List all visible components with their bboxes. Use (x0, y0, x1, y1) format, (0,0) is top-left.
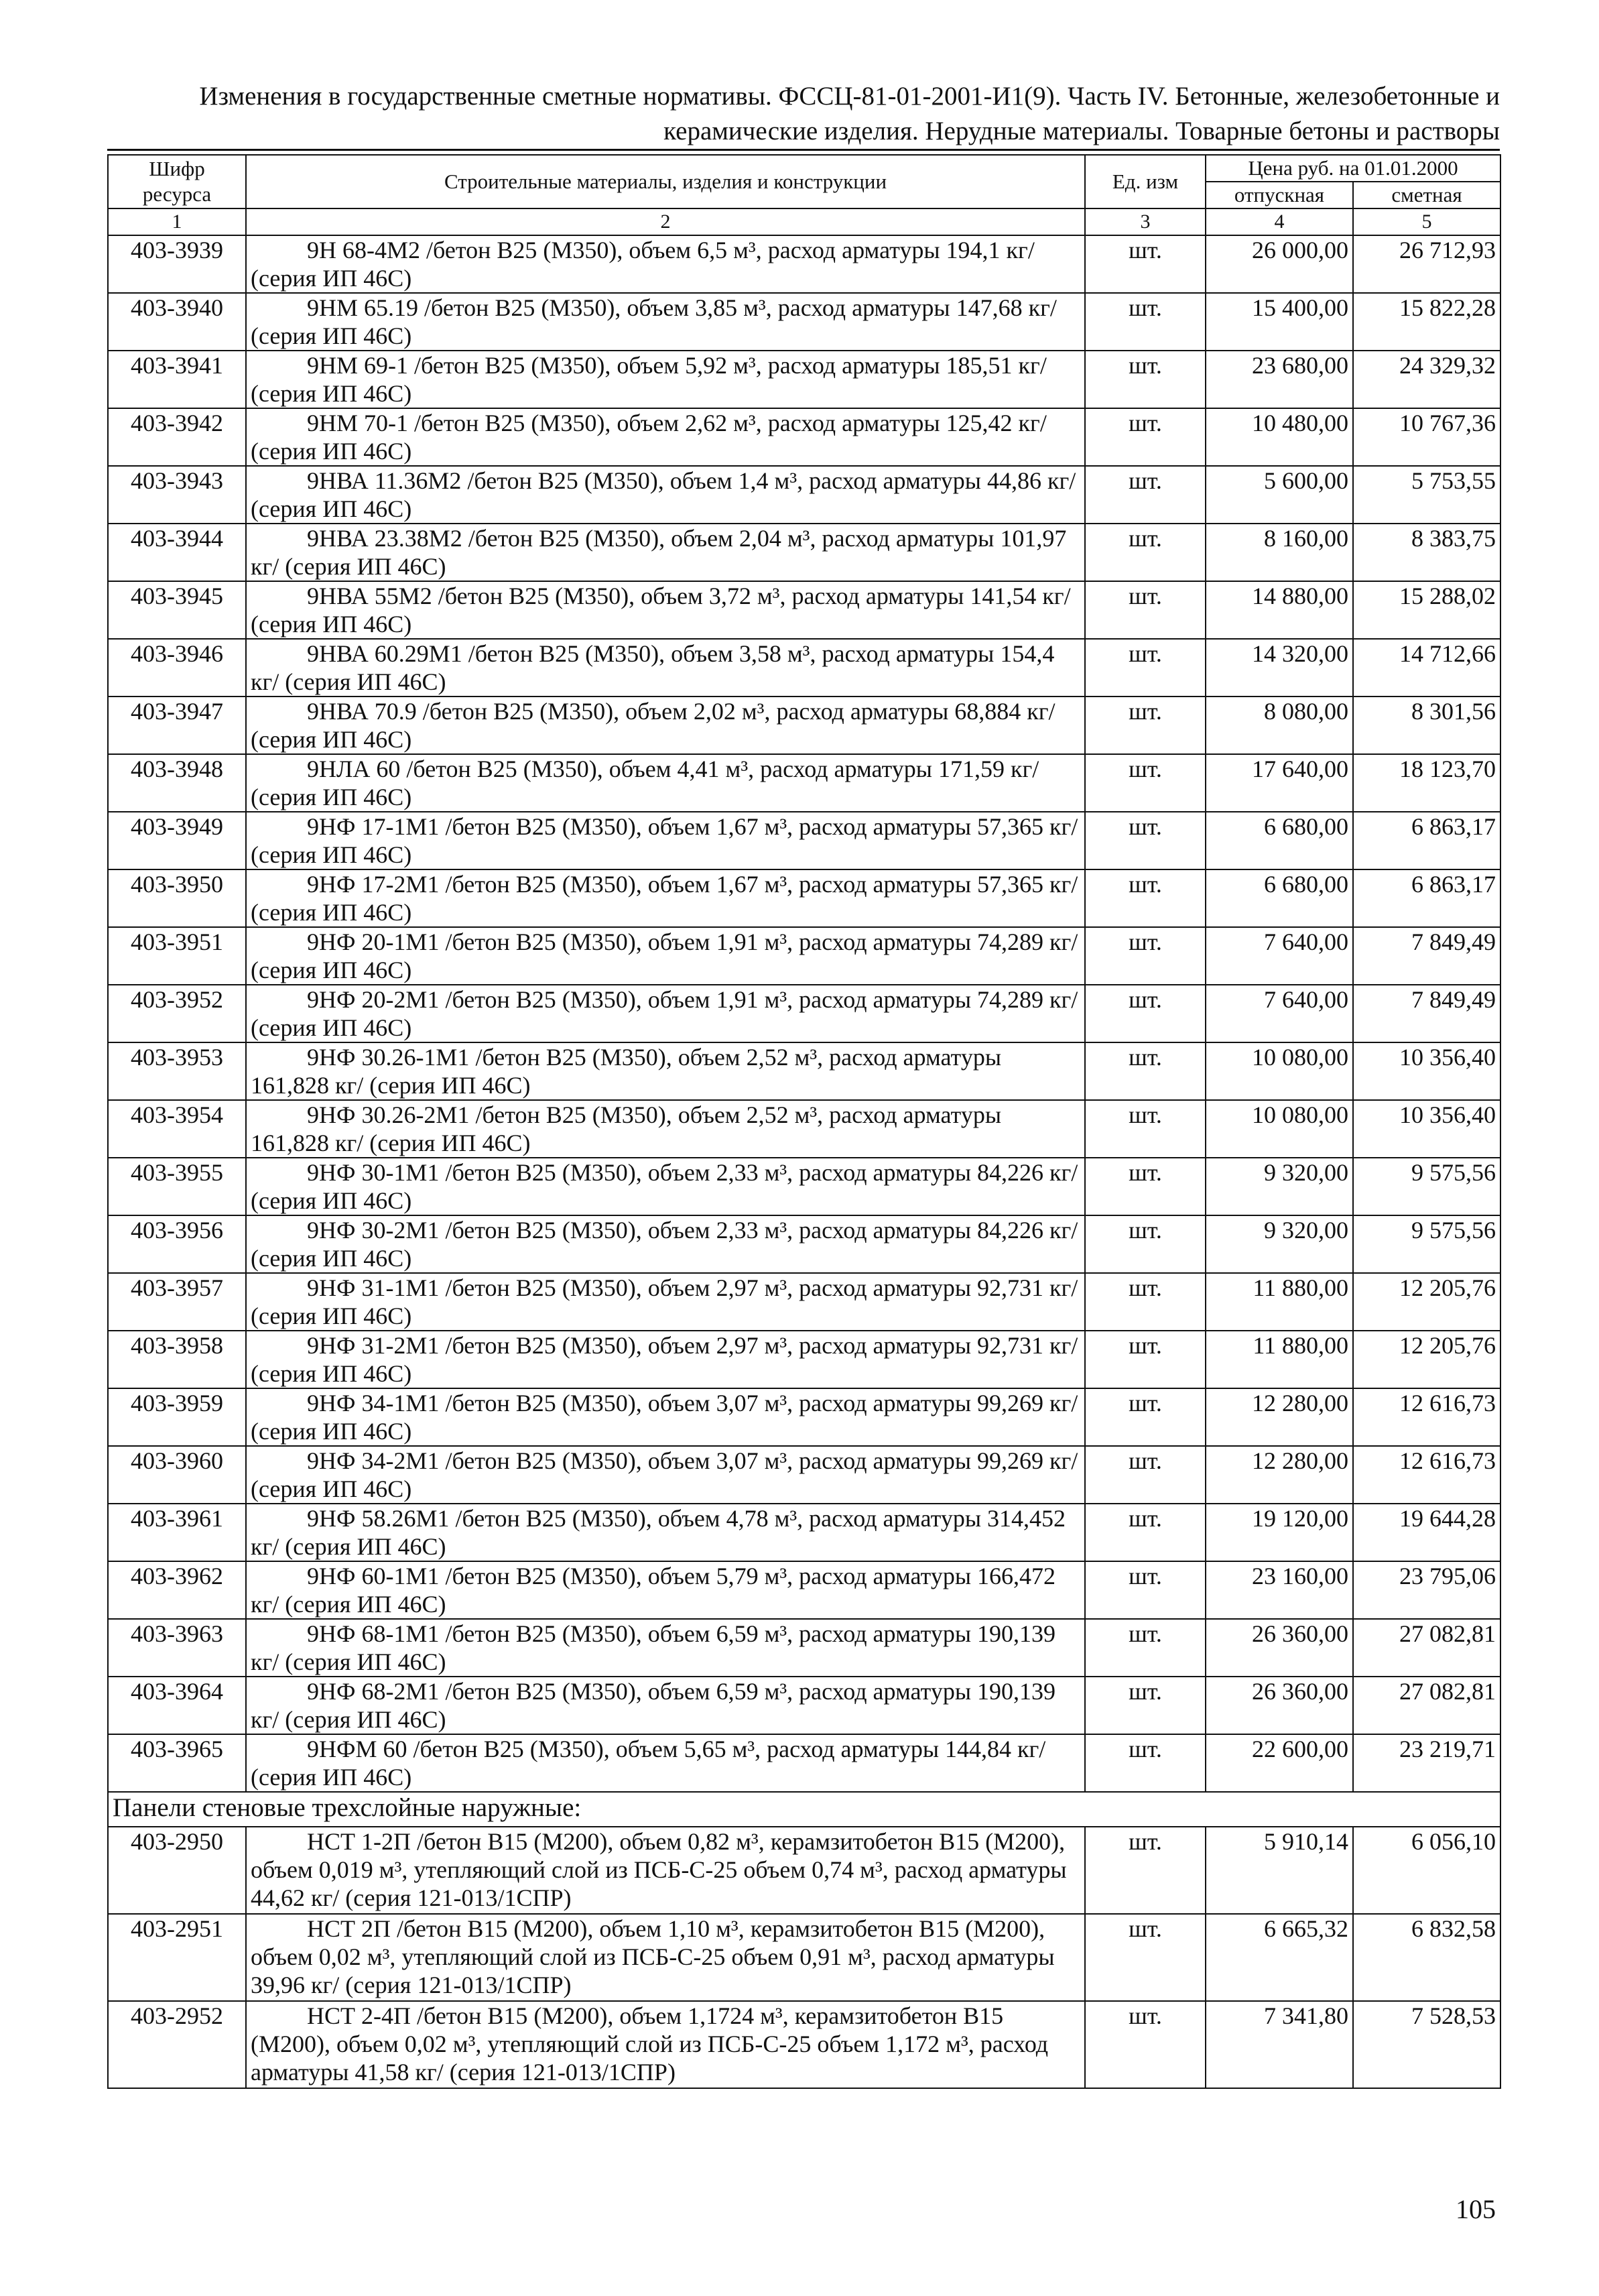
table-row (108, 293, 1500, 351)
item-description-cell (246, 927, 1085, 985)
table-row (108, 235, 1500, 293)
release-price: 9 320,00 (1206, 1215, 1353, 1273)
resource-code: 403-3947 (108, 697, 246, 754)
release-price: 7 640,00 (1206, 927, 1353, 985)
item-description: 9НФ 20-2М1 /бетон В25 (М350), объем 1,91 м³, расход арматуры 74,289 кг/ (серия ИП 46С) (251, 986, 1078, 1041)
estimate-price: 6 863,17 (1353, 812, 1500, 869)
item-description-cell (246, 235, 1085, 293)
unit: шт. (1085, 293, 1206, 351)
estimate-price: 19 644,28 (1353, 1504, 1500, 1561)
table-row (108, 581, 1500, 639)
release-price: 6 665,32 (1206, 1914, 1353, 2001)
item-description: 9НФ 34-2М1 /бетон В25 (М350), объем 3,07 м³, расход арматуры 99,269 кг/ (серия ИП 46С) (251, 1447, 1078, 1502)
estimate-price: 8 301,56 (1353, 697, 1500, 754)
estimate-price: 7 849,49 (1353, 927, 1500, 985)
item-description-cell (246, 1677, 1085, 1734)
estimate-price: 24 329,32 (1353, 351, 1500, 408)
estimate-price: 23 795,06 (1353, 1561, 1500, 1619)
item-description: 9НФ 30.26-2М1 /бетон В25 (М350), объем 2,52 м³, расход арматуры 161,828 кг/ (серия ИП 46С) (251, 1101, 1002, 1156)
unit: шт. (1085, 1100, 1206, 1158)
estimate-price: 7 528,53 (1353, 2001, 1500, 2088)
resource-code: 403-3940 (108, 293, 246, 351)
column-number: 3 (1085, 208, 1206, 235)
table-row (108, 1619, 1500, 1677)
item-description: НСТ 2-4П /бетон В15 (М200), объем 1,1724 м³, керамзитобетон В15 (М200), объем 0,02 м³, утепляющий слой из ПСБ-С-25 объем 1,172 м³, расход арматуры 41,58 кг/ (серия 121-013/1СПР) (251, 2002, 1049, 2086)
table-row (108, 524, 1500, 581)
item-description-cell (246, 1446, 1085, 1504)
resource-code: 403-3942 (108, 408, 246, 466)
section-title: Панели стеновые трехслойные наружные: (108, 1792, 1500, 1827)
item-description-cell (246, 524, 1085, 581)
release-price: 14 320,00 (1206, 639, 1353, 697)
item-description: 9НВА 11.36М2 /бетон В25 (М350), объем 1,4 м³, расход арматуры 44,86 кг/ (серия ИП 46С) (251, 467, 1076, 522)
item-description: 9НФ 58.26М1 /бетон В25 (М350), объем 4,78 м³, расход арматуры 314,452 кг/ (серия ИП 46С) (251, 1505, 1066, 1560)
unit: шт. (1085, 2001, 1206, 2088)
release-price: 6 680,00 (1206, 869, 1353, 927)
resource-code: 403-3956 (108, 1215, 246, 1273)
item-description-cell (246, 2001, 1085, 2088)
item-description: 9НВА 70.9 /бетон В25 (М350), объем 2,02 м³, расход арматуры 68,884 кг/ (серия ИП 46С) (251, 698, 1056, 753)
unit: шт. (1085, 985, 1206, 1042)
header-estimate-price: сметная (1353, 182, 1500, 208)
item-description: 9НФ 20-1М1 /бетон В25 (М350), объем 1,91 м³, расход арматуры 74,289 кг/ (серия ИП 46С) (251, 928, 1078, 983)
column-number: 4 (1206, 208, 1353, 235)
table-row (108, 1734, 1500, 1792)
unit: шт. (1085, 1158, 1206, 1215)
release-price: 26 360,00 (1206, 1677, 1353, 1734)
estimate-price: 9 575,56 (1353, 1215, 1500, 1273)
estimate-price: 18 123,70 (1353, 754, 1500, 812)
item-description: 9НВА 55М2 /бетон В25 (М350), объем 3,72 м³, расход арматуры 141,54 кг/ (серия ИП 46С) (251, 583, 1071, 638)
resource-code: 403-3959 (108, 1388, 246, 1446)
release-price: 8 080,00 (1206, 697, 1353, 754)
estimate-price: 7 849,49 (1353, 985, 1500, 1042)
resource-code: 403-3951 (108, 927, 246, 985)
table-row (108, 1158, 1500, 1215)
resource-price-table (107, 154, 1501, 2089)
estimate-price: 8 383,75 (1353, 524, 1500, 581)
resource-code: 403-3965 (108, 1734, 246, 1792)
unit: шт. (1085, 1561, 1206, 1619)
table-row (108, 869, 1500, 927)
item-description: 9НЛА 60 /бетон В25 (М350), объем 4,41 м³, расход арматуры 171,59 кг/ (серия ИП 46С) (251, 756, 1039, 810)
release-price: 14 880,00 (1206, 581, 1353, 639)
table-row (108, 1561, 1500, 1619)
release-price: 10 080,00 (1206, 1100, 1353, 1158)
item-description: 9НФ 31-1М1 /бетон В25 (М350), объем 2,97 м³, расход арматуры 92,731 кг/ (серия ИП 46С) (251, 1274, 1078, 1329)
estimate-price: 6 832,58 (1353, 1914, 1500, 2001)
estimate-price: 23 219,71 (1353, 1734, 1500, 1792)
release-price: 8 160,00 (1206, 524, 1353, 581)
estimate-price: 9 575,56 (1353, 1158, 1500, 1215)
estimate-price: 27 082,81 (1353, 1677, 1500, 1734)
item-description: 9НФ 17-1М1 /бетон В25 (М350), объем 1,67 м³, расход арматуры 57,365 кг/ (серия ИП 46С) (251, 813, 1078, 868)
unit: шт. (1085, 1215, 1206, 1273)
item-description: НСТ 1-2П /бетон В15 (М200), объем 0,82 м³, керамзитобетон В15 (М200), объем 0,019 м³, утепляющий слой из ПСБ-С-25 объем 0,74 м³, расход арматуры 44,62 кг/ (серия 121-013/1СПР) (251, 1828, 1067, 1911)
item-description-cell (246, 697, 1085, 754)
unit: шт. (1085, 1042, 1206, 1100)
resource-code: 403-3963 (108, 1619, 246, 1677)
header-unit: Ед. изм (1085, 155, 1206, 208)
estimate-price: 6 056,10 (1353, 1827, 1500, 1914)
header-line-2: керамические изделия. Нерудные материалы. Товарные бетоны и растворы (663, 117, 1500, 145)
unit: шт. (1085, 639, 1206, 697)
table-row (108, 1504, 1500, 1561)
unit: шт. (1085, 697, 1206, 754)
section-row (108, 1792, 1500, 1827)
release-price: 5 910,14 (1206, 1827, 1353, 1914)
table-row (108, 408, 1500, 466)
estimate-price: 15 822,28 (1353, 293, 1500, 351)
unit: шт. (1085, 1388, 1206, 1446)
unit: шт. (1085, 1504, 1206, 1561)
item-description-cell (246, 1734, 1085, 1792)
release-price: 9 320,00 (1206, 1158, 1353, 1215)
estimate-price: 10 356,40 (1353, 1100, 1500, 1158)
header-line-1: Изменения в государственные сметные нормативы. ФССЦ-81-01-2001-И1(9). Часть IV. Бетонные, железобетонные и (199, 82, 1500, 111)
unit: шт. (1085, 1446, 1206, 1504)
resource-code: 403-3957 (108, 1273, 246, 1331)
table-row (108, 1677, 1500, 1734)
item-description-cell (246, 1100, 1085, 1158)
resource-code: 403-3943 (108, 466, 246, 524)
resource-code: 403-3948 (108, 754, 246, 812)
table-row (108, 927, 1500, 985)
item-description: 9НФ 68-1М1 /бетон В25 (М350), объем 6,59 м³, расход арматуры 190,139 кг/ (серия ИП 46С) (251, 1620, 1056, 1675)
release-price: 7 640,00 (1206, 985, 1353, 1042)
unit: шт. (1085, 524, 1206, 581)
table-row (108, 1042, 1500, 1100)
table-row (108, 1388, 1500, 1446)
item-description: 9НФ 30.26-1М1 /бетон В25 (М350), объем 2,52 м³, расход арматуры 161,828 кг/ (серия ИП 46С) (251, 1044, 1002, 1099)
estimate-price: 14 712,66 (1353, 639, 1500, 697)
table-row (108, 1914, 1500, 2001)
item-description-cell (246, 466, 1085, 524)
column-number: 1 (108, 208, 246, 235)
resource-code: 403-3953 (108, 1042, 246, 1100)
release-price: 11 880,00 (1206, 1331, 1353, 1388)
resource-code: 403-3961 (108, 1504, 246, 1561)
item-description-cell (246, 869, 1085, 927)
resource-code: 403-3939 (108, 235, 246, 293)
release-price: 26 000,00 (1206, 235, 1353, 293)
resource-code: 403-3952 (108, 985, 246, 1042)
table-row (108, 2001, 1500, 2088)
item-description-cell (246, 1914, 1085, 2001)
item-description-cell (246, 639, 1085, 697)
release-price: 19 120,00 (1206, 1504, 1353, 1561)
item-description: 9НФ 17-2М1 /бетон В25 (М350), объем 1,67 м³, расход арматуры 57,365 кг/ (серия ИП 46С) (251, 871, 1078, 926)
item-description: 9НФ 30-2М1 /бетон В25 (М350), объем 2,33 м³, расход арматуры 84,226 кг/ (серия ИП 46С) (251, 1217, 1078, 1272)
resource-code: 403-3964 (108, 1677, 246, 1734)
resource-code: 403-3946 (108, 639, 246, 697)
table-row (108, 1100, 1500, 1158)
estimate-price: 12 616,73 (1353, 1446, 1500, 1504)
item-description-cell (246, 1561, 1085, 1619)
release-price: 23 160,00 (1206, 1561, 1353, 1619)
estimate-price: 26 712,93 (1353, 235, 1500, 293)
resource-code: 403-3962 (108, 1561, 246, 1619)
resource-code: 403-3958 (108, 1331, 246, 1388)
estimate-price: 12 205,76 (1353, 1331, 1500, 1388)
item-description-cell (246, 351, 1085, 408)
release-price: 12 280,00 (1206, 1388, 1353, 1446)
table-row (108, 812, 1500, 869)
table-row (108, 351, 1500, 408)
estimate-price: 27 082,81 (1353, 1619, 1500, 1677)
release-price: 11 880,00 (1206, 1273, 1353, 1331)
unit: шт. (1085, 466, 1206, 524)
header-price: Цена руб. на 01.01.2000 (1206, 155, 1500, 182)
release-price: 10 480,00 (1206, 408, 1353, 466)
release-price: 12 280,00 (1206, 1446, 1353, 1504)
release-price: 23 680,00 (1206, 351, 1353, 408)
item-description-cell (246, 581, 1085, 639)
resource-code: 403-3945 (108, 581, 246, 639)
unit: шт. (1085, 1677, 1206, 1734)
item-description-cell (246, 1158, 1085, 1215)
table-row (108, 697, 1500, 754)
estimate-price: 12 205,76 (1353, 1273, 1500, 1331)
resource-code: 403-3941 (108, 351, 246, 408)
unit: шт. (1085, 1273, 1206, 1331)
item-description: 9НВА 60.29М1 /бетон В25 (М350), объем 3,58 м³, расход арматуры 154,4 кг/ (серия ИП 46С) (251, 640, 1055, 695)
item-description: 9НФ 34-1М1 /бетон В25 (М350), объем 3,07 м³, расход арматуры 99,269 кг/ (серия ИП 46С) (251, 1390, 1078, 1445)
release-price: 5 600,00 (1206, 466, 1353, 524)
estimate-price: 10 356,40 (1353, 1042, 1500, 1100)
page-header (107, 79, 1500, 149)
item-description-cell (246, 812, 1085, 869)
table-row (108, 1215, 1500, 1273)
item-description: 9НМ 70-1 /бетон В25 (М350), объем 2,62 м³, расход арматуры 125,42 кг/ (серия ИП 46С) (251, 410, 1047, 465)
release-price: 6 680,00 (1206, 812, 1353, 869)
column-number: 5 (1353, 208, 1500, 235)
item-description: 9Н 68-4М2 /бетон В25 (М350), объем 6,5 м³, расход арматуры 194,1 кг/ (серия ИП 46С) (251, 237, 1035, 292)
release-price: 22 600,00 (1206, 1734, 1353, 1792)
header-rule (107, 149, 1500, 151)
resource-code: 403-2951 (108, 1914, 246, 2001)
header-release-price: отпускная (1206, 182, 1353, 208)
item-description: 9НФМ 60 /бетон В25 (М350), объем 5,65 м³, расход арматуры 144,84 кг/ (серия ИП 46С) (251, 1736, 1046, 1791)
item-description: 9НМ 69-1 /бетон В25 (М350), объем 5,92 м³, расход арматуры 185,51 кг/ (серия ИП 46С) (251, 352, 1047, 407)
unit: шт. (1085, 1619, 1206, 1677)
item-description: НСТ 2П /бетон В15 (М200), объем 1,10 м³, керамзитобетон В15 (М200), объем 0,02 м³, утепляющий слой из ПСБ-С-25 объем 0,91 м³, расход арматуры 39,96 кг/ (серия 121-013/1СПР) (251, 1915, 1055, 1998)
item-description: 9НФ 68-2М1 /бетон В25 (М350), объем 6,59 м³, расход арматуры 190,139 кг/ (серия ИП 46С) (251, 1678, 1056, 1733)
estimate-price: 15 288,02 (1353, 581, 1500, 639)
table-row (108, 1273, 1500, 1331)
unit: шт. (1085, 869, 1206, 927)
column-number: 2 (246, 208, 1085, 235)
release-price: 10 080,00 (1206, 1042, 1353, 1100)
page-number: 105 (1456, 2194, 1496, 2224)
estimate-price: 12 616,73 (1353, 1388, 1500, 1446)
table-row (108, 639, 1500, 697)
estimate-price: 10 767,36 (1353, 408, 1500, 466)
table-row (108, 466, 1500, 524)
item-description: 9НФ 31-2М1 /бетон В25 (М350), объем 2,97 м³, расход арматуры 92,731 кг/ (серия ИП 46С) (251, 1332, 1078, 1387)
item-description: 9НМ 65.19 /бетон В25 (М350), объем 3,85 м³, расход арматуры 147,68 кг/ (серия ИП 46С) (251, 294, 1057, 349)
unit: шт. (1085, 927, 1206, 985)
resource-code: 403-3949 (108, 812, 246, 869)
resource-code: 403-3960 (108, 1446, 246, 1504)
release-price: 15 400,00 (1206, 293, 1353, 351)
unit: шт. (1085, 581, 1206, 639)
release-price: 7 341,80 (1206, 2001, 1353, 2088)
release-price: 17 640,00 (1206, 754, 1353, 812)
item-description-cell (246, 754, 1085, 812)
unit: шт. (1085, 1331, 1206, 1388)
item-description-cell (246, 1619, 1085, 1677)
resource-code: 403-2950 (108, 1827, 246, 1914)
table-row (108, 1446, 1500, 1504)
table-row (108, 985, 1500, 1042)
table-row (108, 1331, 1500, 1388)
resource-code: 403-3944 (108, 524, 246, 581)
estimate-price: 5 753,55 (1353, 466, 1500, 524)
header-name: Строительные материалы, изделия и конструкции (246, 155, 1085, 208)
item-description-cell (246, 408, 1085, 466)
item-description: 9НВА 23.38М2 /бетон В25 (М350), объем 2,04 м³, расход арматуры 101,97 кг/ (серия ИП 46С) (251, 525, 1067, 580)
unit: шт. (1085, 1734, 1206, 1792)
estimate-price: 6 863,17 (1353, 869, 1500, 927)
release-price: 26 360,00 (1206, 1619, 1353, 1677)
resource-code: 403-3954 (108, 1100, 246, 1158)
unit: шт. (1085, 754, 1206, 812)
resource-code: 403-3950 (108, 869, 246, 927)
item-description-cell (246, 1827, 1085, 1914)
item-description-cell (246, 1042, 1085, 1100)
unit: шт. (1085, 351, 1206, 408)
table-row (108, 754, 1500, 812)
unit: шт. (1085, 1914, 1206, 2001)
item-description-cell (246, 985, 1085, 1042)
item-description: 9НФ 30-1М1 /бетон В25 (М350), объем 2,33 м³, расход арматуры 84,226 кг/ (серия ИП 46С) (251, 1159, 1078, 1214)
item-description-cell (246, 1504, 1085, 1561)
item-description-cell (246, 1331, 1085, 1388)
unit: шт. (1085, 408, 1206, 466)
unit: шт. (1085, 812, 1206, 869)
item-description-cell (246, 1273, 1085, 1331)
item-description-cell (246, 293, 1085, 351)
item-description: 9НФ 60-1М1 /бетон В25 (М350), объем 5,79 м³, расход арматуры 166,472 кг/ (серия ИП 46С) (251, 1563, 1056, 1618)
table-row (108, 1827, 1500, 1914)
unit: шт. (1085, 1827, 1206, 1914)
unit: шт. (1085, 235, 1206, 293)
resource-code: 403-3955 (108, 1158, 246, 1215)
item-description-cell (246, 1215, 1085, 1273)
header-code: Шифр ресурса (108, 155, 246, 208)
item-description-cell (246, 1388, 1085, 1446)
resource-code: 403-2952 (108, 2001, 246, 2088)
